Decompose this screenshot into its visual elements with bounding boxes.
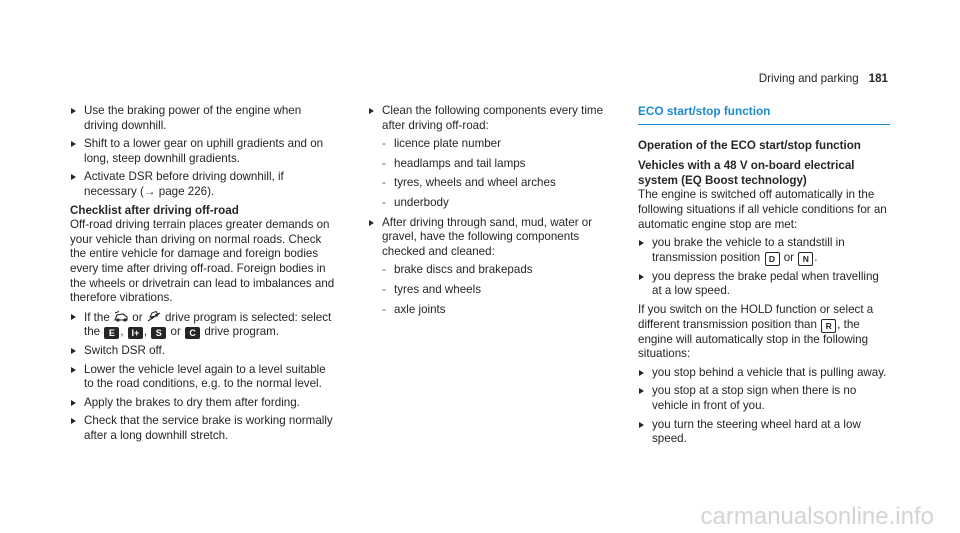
paragraph: The engine is switched off automatically in the following situations if all vehicle conditions for an automatic engine stop are met: <box>638 188 887 231</box>
arrow-right-icon: → <box>143 184 156 198</box>
watermark: carmanualsonline.info <box>700 503 934 531</box>
paragraph: If you switch on the HOLD function or select a different transmission position than R , the engine will automatically stop in the following situations: <box>638 302 874 361</box>
list-item: Apply the brakes to dry them after fording. <box>70 396 338 411</box>
gear-n-icon: N <box>798 252 813 266</box>
list-item: After driving through sand, mud, water or gravel, have the following components checked and cleaned: <box>368 216 624 260</box>
list-item: you stop behind a vehicle that is pulling away. <box>638 366 890 381</box>
list-item: you stop at a stop sign when there is no vehicle in front of you. <box>638 384 890 413</box>
page-number: 181 <box>868 72 888 85</box>
incline-car-icon <box>147 310 161 322</box>
drive-program-c-icon: C <box>185 327 200 339</box>
gear-d-icon: D <box>765 252 780 266</box>
list-item: you depress the brake pedal when travelling at a low speed. <box>638 270 890 299</box>
checklist-heading: Checklist after driving off-road <box>70 203 239 217</box>
list-item: Use the braking power of the engine when driving downhill. <box>70 104 338 133</box>
sub-list-item: - licence plate number <box>368 137 624 152</box>
column-middle <box>368 104 624 322</box>
list-item: Check that the service brake is working normally after a long downhill stretch. <box>70 414 338 443</box>
list-item: If the or drive program is selected: select the E , I+ , S or C drive program. <box>70 310 338 340</box>
section-name: Driving and parking <box>758 72 859 85</box>
drive-program-s-icon: S <box>151 327 166 339</box>
page-header <box>759 72 888 87</box>
sub-list-item: - axle joints <box>368 303 624 318</box>
sub-list-item: - underbody <box>368 196 624 211</box>
column-left <box>70 104 338 447</box>
list-item: Clean the following components every time after driving off-road: <box>368 104 624 133</box>
offroad-car-icon <box>114 311 128 323</box>
list-item: you brake the vehicle to a standstill in transmission position D or N . <box>638 236 890 266</box>
sub-list-item: - brake discs and brakepads <box>368 263 624 278</box>
drive-program-e-icon: E <box>104 327 119 339</box>
drive-program-plus-icon: I+ <box>128 327 143 339</box>
column-right <box>638 104 890 451</box>
sub-list-item: - tyres and wheels <box>368 283 624 298</box>
sub-list-item: - tyres, wheels and wheel arches <box>368 176 624 191</box>
list-item: you turn the steering wheel hard at a low speed. <box>638 418 890 447</box>
list-item: Lower the vehicle level again to a level suitable to the road conditions, e.g. to the normal level. <box>70 363 338 392</box>
list-item: Activate DSR before driving downhill, if necessary (→ page 226). <box>70 170 338 199</box>
sub-list-item: - headlamps and tail lamps <box>368 157 624 172</box>
gear-r-icon: R <box>821 319 836 333</box>
subsection-heading: Operation of the ECO start/stop function <box>638 138 861 152</box>
list-item: Shift to a lower gear on uphill gradients and on long, steep downhill gradients. <box>70 137 338 166</box>
list-item: Switch DSR off. <box>70 344 338 359</box>
page-reference-link[interactable]: → page 226 <box>143 184 208 198</box>
checklist-paragraph: Off-road driving terrain places greater demands on your vehicle than driving on normal roads. Check the entire vehicle for damage and foreign bodies every time after driving off-road. Foreign bodies in the wheels or drivetrain can lead to imbalances and therefore vibrations. <box>70 218 335 305</box>
vehicle-variant-heading: Vehicles with a 48 V on-board electrical system (EQ Boost technology) <box>638 159 855 187</box>
section-title: ECO start/stop function <box>638 104 890 125</box>
